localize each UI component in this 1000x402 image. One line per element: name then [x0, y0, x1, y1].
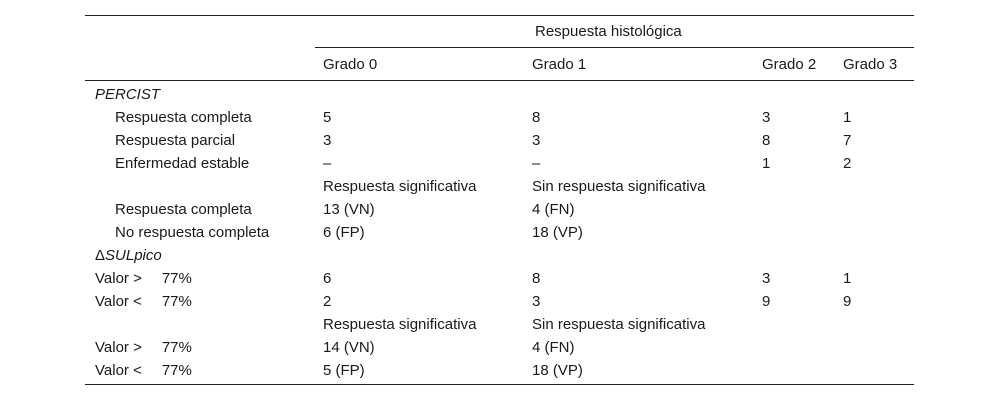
- table-row: [85, 129, 914, 152]
- sub-header-cell: Respuesta significativa: [323, 316, 477, 333]
- table-row: [85, 106, 914, 129]
- delta-symbol: Δ: [95, 247, 106, 264]
- table-cell: 18 (VP): [532, 362, 583, 379]
- table-cell: 4 (FN): [532, 339, 575, 356]
- table-cell: 3: [323, 132, 332, 149]
- table-cell: 1: [843, 109, 852, 126]
- sub-header-cell: Respuesta significativa: [323, 178, 477, 195]
- column-header: Grado 2: [762, 56, 817, 73]
- table-cell: 7: [843, 132, 852, 149]
- table-row: [85, 152, 914, 175]
- table-cell: 3: [762, 270, 771, 287]
- table-cell: 9: [843, 293, 852, 310]
- table-row: [85, 336, 914, 359]
- row-label: Respuesta parcial: [115, 132, 236, 149]
- table-cell: 8: [532, 270, 541, 287]
- table-cell: 1: [762, 155, 771, 172]
- table-row: [85, 290, 914, 313]
- table-row: [85, 221, 914, 244]
- column-header-row: [85, 53, 914, 76]
- table-cell: 3: [532, 132, 541, 149]
- section-title-percist: PERCIST: [95, 86, 161, 103]
- group-title: Respuesta histológica: [535, 23, 682, 40]
- sub-header-cell: Sin respuesta significativa: [532, 178, 706, 195]
- header-rule: [85, 80, 914, 81]
- sub-header-row: [85, 175, 914, 198]
- top-rule: [85, 15, 914, 16]
- table-cell: –: [323, 155, 332, 172]
- row-label: No respuesta completa: [115, 224, 270, 241]
- table-cell: 3: [762, 109, 771, 126]
- table-cell: 5: [323, 109, 332, 126]
- section-title-row: [85, 83, 914, 106]
- table-cell: 8: [762, 132, 771, 149]
- table-cell: 6: [323, 270, 332, 287]
- section-title-sulpico: [95, 247, 162, 264]
- sub-header-row: [85, 313, 914, 336]
- group-header-row: [85, 20, 914, 43]
- bottom-rule: [85, 384, 914, 385]
- table-cell: 13 (VN): [323, 201, 375, 218]
- row-label: Valor < 77%: [95, 293, 192, 310]
- row-label: Enfermedad estable: [115, 155, 250, 172]
- section-title-row: [85, 244, 914, 267]
- table-cell: 8: [532, 109, 541, 126]
- table-cell: 2: [323, 293, 332, 310]
- table-cell: 1: [843, 270, 852, 287]
- table-row: [85, 198, 914, 221]
- table-cell: 3: [532, 293, 541, 310]
- table-cell: 18 (VP): [532, 224, 583, 241]
- row-label: Respuesta completa: [115, 201, 252, 218]
- table-row: [85, 359, 914, 382]
- sub-header-cell: Sin respuesta significativa: [532, 316, 706, 333]
- table-cell: 9: [762, 293, 771, 310]
- table-cell: 5 (FP): [323, 362, 365, 379]
- column-header: Grado 3: [843, 56, 898, 73]
- row-label: Respuesta completa: [115, 109, 252, 126]
- table-cell: 14 (VN): [323, 339, 375, 356]
- section-title-text: SULpico: [105, 247, 162, 264]
- row-label: Valor < 77%: [95, 362, 192, 379]
- row-label: Valor > 77%: [95, 339, 192, 356]
- group-rule: [315, 47, 914, 48]
- table-cell: 6 (FP): [323, 224, 365, 241]
- column-header: Grado 1: [532, 56, 587, 73]
- table-row: [85, 267, 914, 290]
- row-label: Valor > 77%: [95, 270, 192, 287]
- table-cell: –: [532, 155, 541, 172]
- table-cell: 2: [843, 155, 852, 172]
- table-cell: 4 (FN): [532, 201, 575, 218]
- column-header: Grado 0: [323, 56, 378, 73]
